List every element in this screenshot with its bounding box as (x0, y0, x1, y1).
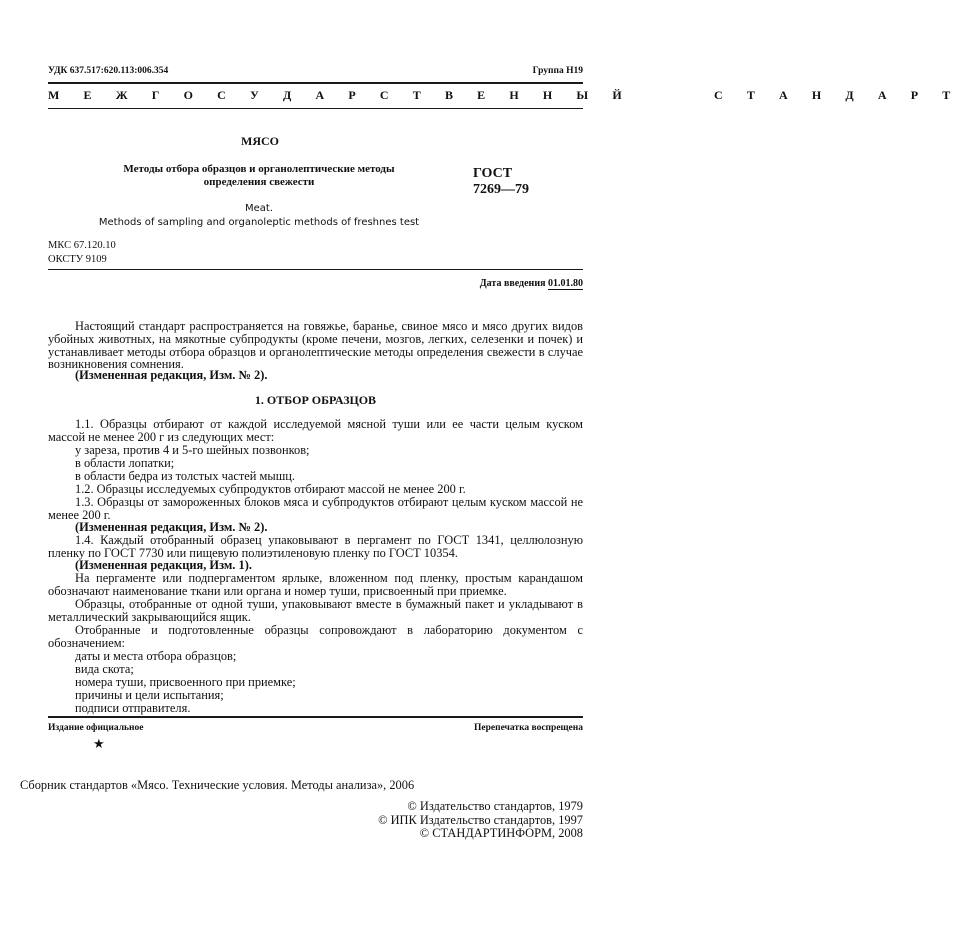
intro-paragraph: Настоящий стандарт распространяется на говяжье, баранье, свиное мясо и мясо других видов убойных животных, на мякотные субпродукты (кроме печени, мозгов, легких, селезенки и почек) и устанавливает методы отбора образцов и органолептические методы определения свежести в случае возникновения сомнения. (48, 319, 583, 372)
udk-code: УДК 637.517:620.113:006.354 (48, 66, 169, 76)
top-rule (48, 82, 583, 84)
document-list (75, 650, 296, 715)
copyright-block (378, 800, 583, 841)
doc-subtitle-line2: определения свежести (203, 176, 315, 188)
doc-subtitle (48, 163, 470, 189)
clause-1-1-item-c: в области бедра из толстых частей мышц. (75, 469, 295, 483)
gost-id (473, 166, 529, 198)
label-paragraph: На пергаменте или подпергаментом ярлыке, вложенном под пленку, простым карандашом обозначают наименование ткани или органа и номер туши, присвоенный при приемке. (48, 571, 583, 598)
collection-reference: Сборник стандартов «Мясо. Технические условия. Методы анализа», 2006 (20, 778, 415, 792)
banner-rule (48, 108, 583, 109)
classifier-rule (48, 269, 583, 270)
list-item: номера туши, присвоенного при приемке; (75, 675, 296, 689)
english-title (48, 202, 470, 230)
copyright-1979: © Издательство стандартов, 1979 (407, 799, 583, 813)
document-paragraph: Отобранные и подготовленные образцы сопровождают в лабораторию документом с обозначением: (48, 623, 583, 650)
copyright-1997: © ИПК Издательство стандартов, 1997 (378, 812, 583, 827)
clause-1-3: 1.3. Образцы от замороженных блоков мяса и субпродуктов отбирают целым куском массой не менее 200 г. (48, 495, 583, 522)
section-1-heading: 1. ОТБОР ОБРАЗЦОВ (254, 393, 377, 407)
intro-date-value: 01.01.80 (548, 278, 583, 289)
official-edition: Издание официальное (48, 723, 144, 733)
gost-number: 7269—79 (473, 182, 529, 197)
clause-1-3-amendment: (Измененная редакция, Изм. № 2). (75, 520, 268, 534)
okstu-code: ОКСТУ 9109 (48, 254, 107, 265)
clause-1-1-item-a: у зареза, против 4 и 5-го шейных позвонков; (75, 443, 310, 457)
clause-1-1-item-b: в области лопатки; (75, 456, 175, 470)
intro-date (480, 278, 583, 289)
packing-paragraph: Образцы, отобранные от одной туши, упаковывают вместе в бумажный пакет и укладывают в металлический закрывающийся ящик. (48, 597, 583, 624)
list-item: вида скота; (75, 662, 134, 676)
footer-rule (48, 716, 583, 718)
clause-1-1: 1.1. Образцы отбирают от каждой исследуемой мясной туши или ее части целым куском массой не менее 200 г из следующих мест: (48, 417, 583, 444)
english-title-line1: Meat. (244, 203, 273, 214)
english-title-line2: Methods of sampling and organoleptic methods of freshnes test (98, 217, 420, 228)
clause-1-2: 1.2. Образцы исследуемых субпродуктов отбирают массой не менее 200 г. (75, 482, 466, 496)
list-item: причины и цели испытания; (75, 688, 224, 702)
intro-date-label: Дата введения (479, 278, 546, 289)
list-item: даты и места отбора образцов; (75, 649, 237, 663)
intro-amendment: (Измененная редакция, Изм. № 2). (75, 368, 268, 382)
mks-code: МКС 67.120.10 (48, 240, 116, 251)
doc-title: МЯСО (241, 134, 279, 148)
clause-1-4-amendment: (Измененная редакция, Изм. 1). (75, 558, 252, 572)
classifier-codes (48, 239, 116, 267)
gost-label: ГОСТ (473, 166, 513, 181)
group-code: Группа Н19 (532, 66, 583, 76)
star-icon: ★ (93, 736, 105, 751)
list-item: подписи отправителя. (75, 701, 191, 715)
doc-subtitle-line1: Методы отбора образцов и органолептические методы (123, 163, 395, 175)
copyright-2008: © СТАНДАРТИНФОРМ, 2008 (419, 826, 583, 840)
clause-1-4: 1.4. Каждый отобранный образец упаковывают в пергамент по ГОСТ 1341, целлюлозную пленку по ГОСТ 7730 или пищевую полиэтиленовую пленку по ГОСТ 10354. (48, 533, 583, 560)
reprint-prohibited: Перепечатка воспрещена (473, 723, 583, 733)
interstate-standard-banner: М Е Ж Г О С У Д А Р С Т В Е Н Н Ы Й С Т А Н Д А Р Т (48, 88, 961, 102)
